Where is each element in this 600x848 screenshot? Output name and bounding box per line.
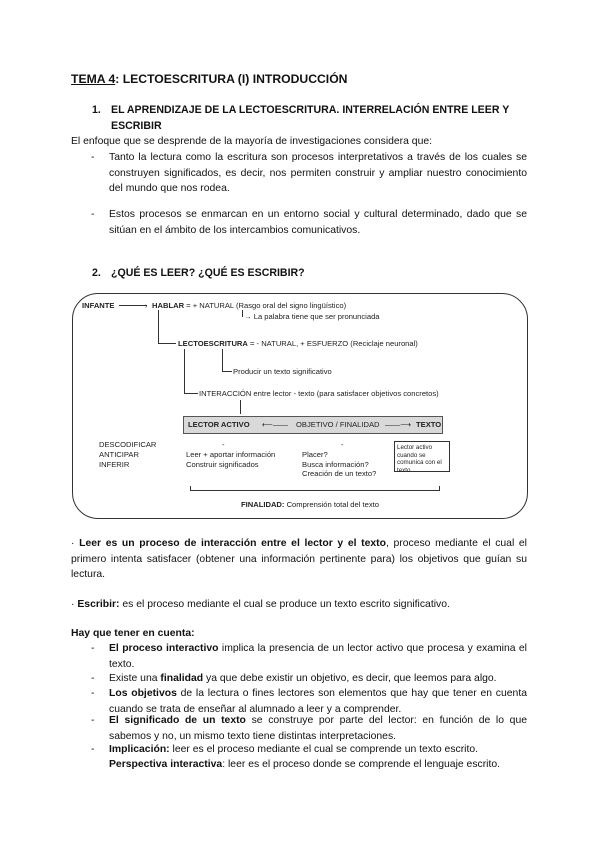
section-1-intro: El enfoque que se desprende de la mayoría de investigaciones considera que: xyxy=(71,136,433,147)
section-2-number: 2. xyxy=(92,267,101,279)
diagram-frame xyxy=(72,293,528,519)
connector-line xyxy=(158,310,159,343)
section-2-heading: ¿QUÉ ES LEER? ¿QUÉ ES ESCRIBIR? xyxy=(111,267,305,279)
connector-line xyxy=(222,349,223,371)
connector-line xyxy=(184,393,198,394)
diagram-finalidad: FINALIDAD: Comprensión total del texto xyxy=(241,500,380,509)
tick-mark: - xyxy=(222,440,225,449)
definition-leer: · Leer es un proceso de interacción entre el lector y el texto, proceso mediante el cual el primero intenta satisfacer (obtener una información pertinente para) los objetivos que guían su lectura. xyxy=(71,538,527,580)
diagram-infante: INFANTE xyxy=(82,301,115,310)
connector-line xyxy=(184,349,185,393)
connector-line xyxy=(158,343,176,344)
brace-line xyxy=(190,486,191,491)
diagram-hablar: HABLAR = + NATURAL (Rasgo oral del signo lingüístico) xyxy=(152,301,347,310)
brace-line xyxy=(190,490,440,491)
diagram-note-box: Lector activo cuando se comunica con el texto xyxy=(394,441,450,472)
diagram-obj-items: Placer? Busca información? Creación de un texto? xyxy=(302,450,377,478)
arrow-line xyxy=(119,305,147,306)
arrow-down-line xyxy=(240,400,241,414)
brace-line xyxy=(439,486,440,491)
tick-mark: - xyxy=(341,440,344,449)
definition-escribir: · Escribir: es el proceso mediante el cual se produce un texto escrito significativo. xyxy=(71,599,450,610)
diagram-side-list: DESCODIFICAR ANTICIPAR INFERIR xyxy=(99,440,157,469)
diagram-producir: Producir un texto significativo xyxy=(233,367,332,376)
perspectiva-line: Perspectiva interactiva: leer es el proceso donde se comprende el lenguaje escrito. xyxy=(109,759,501,770)
section-1-heading: EL APRENDIZAJE DE LA LECTOESCRITURA. INTERRELACIÓN ENTRE LEER Y ESCRIBIR xyxy=(111,104,510,132)
arrow-icon: ——⟶ xyxy=(385,420,412,429)
diagram-palabra: → La palabra tiene que ser pronunciada xyxy=(244,312,380,321)
diagram-lectoescritura: LECTOESCRITURA = - NATURAL, + ESFUERZO (Reciclaje neuronal) xyxy=(178,339,418,348)
list-item: - Tanto la lectura como la escritura son procesos interpretativos a través de los cuales se construyen significados, es decir, nos permiten construir y ampliar nuestro conocimiento del mundo que nos rodea. xyxy=(91,152,527,194)
diagram-interaccion: INTERACCIÓN entre lector - texto (para satisfacer objetivos concretos) xyxy=(199,389,439,398)
arrow-icon: ⟵—— xyxy=(262,420,289,429)
diagram-lector-items: Leer + aportar información Construir significados xyxy=(186,450,276,469)
diagram-texto: TEXTO xyxy=(416,420,442,429)
list-item: - Estos procesos se enmarcan en un entorno social y cultural determinado, dado que se sitúan en el ámbito de los intercambios comunicativos. xyxy=(91,209,527,236)
list-item: - El significado de un texto se construye por parte del lector: en función de lo que sabemos y no, un mismo texto tiene distintas interpretaciones. xyxy=(91,715,528,742)
arrow-head: › xyxy=(145,301,148,310)
diagram-lector-activo: LECTOR ACTIVO xyxy=(188,420,250,429)
section-1-number: 1. xyxy=(92,104,101,116)
list-item: - Los objetivos de la lectura o fines lectores son elementos que hay que tener en cuenta cuando se trata de enseñar al alumnado a leer y a comprender. xyxy=(91,688,527,715)
list-item: - El proceso interactivo implica la presencia de un lector activo que procesa y examina el texto. xyxy=(91,643,527,670)
connector-line xyxy=(242,310,243,317)
connector-line xyxy=(222,371,232,372)
page-title: TEMA 4: LECTOESCRITURA (I) INTRODUCCIÓN xyxy=(71,72,348,86)
cuenta-heading: Hay que tener en cuenta: xyxy=(71,628,195,639)
list-item: - Existe una finalidad ya que debe existir un objetivo, es decir, que leemos para algo. xyxy=(91,673,497,684)
diagram-objetivo: OBJETIVO / FINALIDAD xyxy=(296,420,380,429)
list-item: - Implicación: leer es el proceso mediante el cual se comprende un texto escrito. xyxy=(91,744,479,755)
